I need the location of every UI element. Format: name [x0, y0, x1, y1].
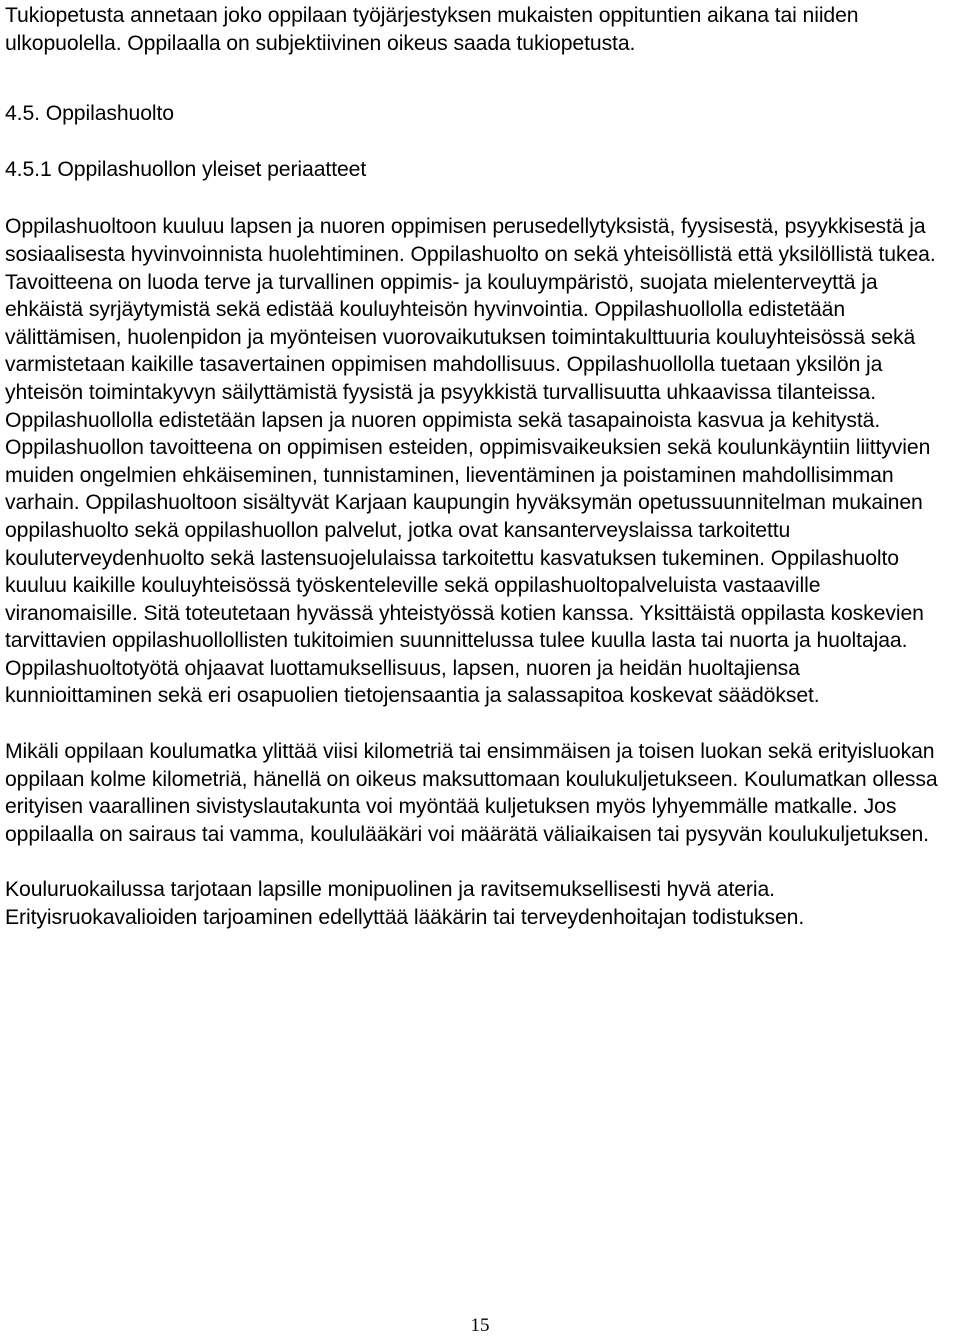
document-page [5, 0, 951, 932]
koulukuljetus-paragraph: Mikäli oppilaan koulumatka ylittää viisi kilometriä tai ensimmäisen ja toisen luokan sekä erityisluokan oppilaan kolme kilometriä, hänellä on oikeus maksuttomaan koulukuljetukseen. Koulumatkan ollessa erityisen vaarallinen sivistyslautakunta voi myöntää kuljetuksen myös lyhyemmälle matkalle. Jos oppilaalla on sairaus tai vamma, koululääkäri voi määrätä väliaikaisen tai pysyvän koulukuljetuksen. [5, 740, 938, 846]
section-heading: 4.5. Oppilashuolto [5, 102, 174, 126]
oppilashuolto-paragraph: Oppilashuoltoon kuuluu lapsen ja nuoren oppimisen perusedellytyksistä, fyysisestä, psyykkisestä ja sosiaalisesta hyvinvoinnista huolehtiminen. Oppilashuolto on sekä yhteisöllistä että yksilöllistä tukea. Tavoitteena on luoda terve ja turvallinen oppimis- ja kouluympäristö, suojata mielenterveyttä ja ehkäistä syrjäytymistä sekä edistää kouluyhteisön hyvinvointia. Oppilashuollolla edistetään välittämisen, huolenpidon ja myönteisen vuorovaikutuksen toimintakulttuuria kouluyhteisössä sekä varmistetaan kaikille tasavertainen oppimisen mahdollisuus. Oppilashuollolla tuetaan yksilön ja yhteisön toimintakyvyn säilyttämistä fyysistä ja psyykkistä turvallisuutta uhkaavissa tilanteissa. Oppilashuollolla edistetään lapsen ja nuoren oppimista sekä tasapainoista kasvua ja kehitystä. Oppilashuollon tavoitteena on oppimisen esteiden, oppimisvaikeuksien sekä koulunkäyntiin liittyvien muiden ongelmien ehkäiseminen, tunnistaminen, lieventäminen ja poistaminen mahdollisimman varhain. Oppilashuoltoon sisältyvät Karjaan kaupungin hyväksymän opetussuunnitelman mukainen oppilashuolto sekä oppilashuollon palvelut, jotka ovat kansanterveyslaissa tarkoitettu kouluterveydenhuolto sekä lastensuojelulaissa tarkoitettu kasvatuksen tukeminen. Oppilashuolto kuuluu kaikille kouluyhteisössä työskenteleville sekä oppilashuoltopalveluista vastaaville viranomaisille. Sitä toteutetaan hyvässä yhteistyössä kotien kanssa. Yksittäistä oppilasta koskevien tarvittavien oppilashuollollisten tukitoimien suunnittelussa tulee kuulla lasta tai nuorta ja huoltajaa. Oppilashuoltotyötä ohjaavat luottamuksellisuus, lapsen, nuoren ja heidän huoltajiensa kunnioittaminen sekä eri osapuolien tietojensaantia ja salassapitoa koskevat säädökset. [5, 215, 936, 708]
page-number: 15 [470, 1315, 490, 1336]
kouluruokailu-paragraph: Kouluruokailussa tarjotaan lapsille monipuolinen ja ravitsemuksellisesti hyvä ateria. Erityisruokavalioiden tarjoaminen edellyttää lääkärin tai terveydenhoitajan todistuksen. [5, 878, 805, 930]
intro-paragraph: Tukiopetusta annetaan joko oppilaan työjärjestyksen mukaisten oppituntien aikana tai niiden ulkopuolella. Oppilaalla on subjektiivinen oikeus saada tukiopetusta. [5, 4, 859, 55]
subsection-heading: 4.5.1 Oppilashuollon yleiset periaatteet [5, 157, 367, 181]
